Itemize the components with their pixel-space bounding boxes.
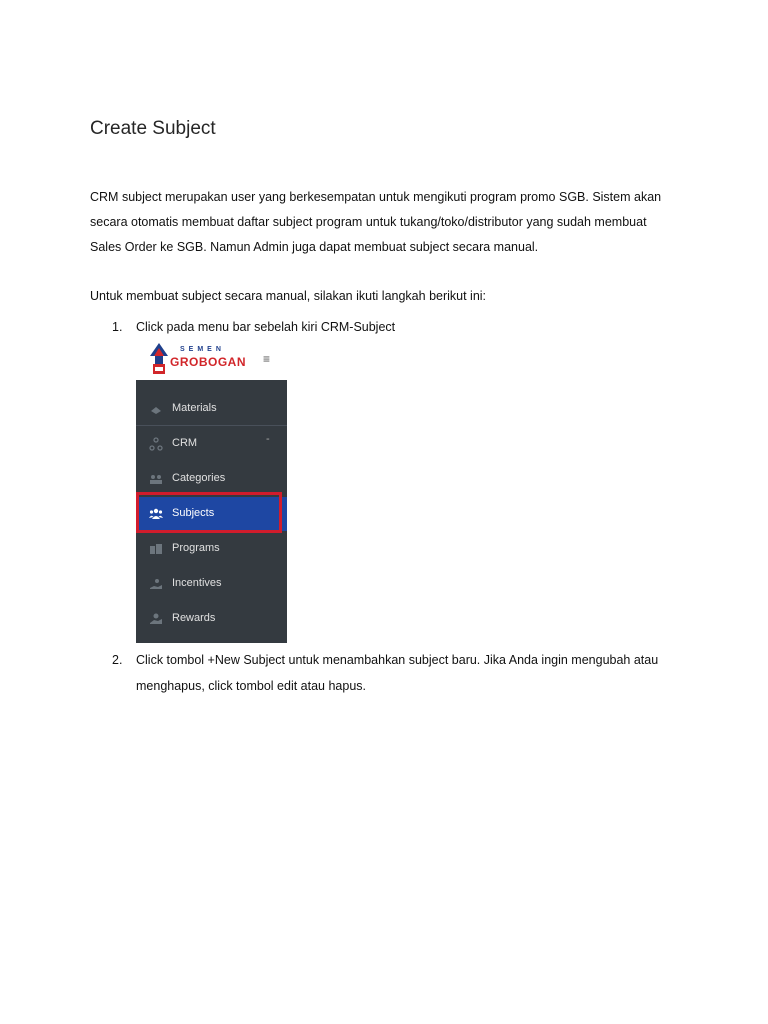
sidebar-item-crm[interactable]	[136, 427, 287, 461]
step-number: 1.	[112, 320, 123, 334]
sidebar-item-materials[interactable]	[136, 392, 287, 426]
sidebar-item-label: Incentives	[172, 577, 222, 589]
sidebar-item-label: CRM	[172, 437, 198, 449]
description-paragraph	[90, 185, 690, 260]
sidebar-menu	[136, 380, 287, 643]
collapse-icon[interactable]: -	[266, 433, 270, 445]
sidebar-item-programs[interactable]	[136, 532, 287, 566]
paragraph-line: Sales Order ke SGB. Namun Admin juga dapat membuat subject secara manual.	[90, 240, 539, 254]
step-text: Click pada menu bar sebelah kiri CRM-Subject	[136, 320, 396, 334]
hamburger-icon[interactable]: ≡	[263, 352, 271, 366]
step-text: Click tombol +New Subject untuk menambahkan subject baru. Jika Anda ingin mengubah atau	[136, 653, 659, 667]
sidebar-item-incentives[interactable]	[136, 567, 287, 601]
materials-icon	[149, 402, 163, 416]
programs-icon	[149, 542, 163, 556]
step-1	[112, 314, 395, 340]
step-2	[112, 647, 658, 699]
logo-text-name: GROBOGAN	[170, 355, 246, 369]
logo-text-top: SEMEN	[180, 346, 225, 353]
sidebar-screenshot	[136, 338, 287, 643]
rewards-icon	[149, 612, 163, 626]
sidebar-item-label: Programs	[172, 542, 220, 554]
page-title: Create Subject	[90, 118, 216, 139]
sidebar-item-rewards[interactable]	[136, 602, 287, 636]
sidebar-item-categories[interactable]	[136, 462, 287, 496]
categories-icon	[149, 472, 163, 486]
sidebar-item-label: Materials	[172, 402, 217, 414]
sidebar-item-label: Categories	[172, 472, 226, 484]
sidebar-item-label: Rewards	[172, 612, 216, 624]
incentives-icon	[149, 577, 163, 591]
paragraph-line: secara otomatis membuat daftar subject program untuk tukang/toko/distributor yang sudah membuat	[90, 215, 647, 229]
step-number: 2.	[112, 653, 123, 667]
logo-icon	[148, 342, 170, 376]
highlight-box	[136, 492, 282, 533]
step-text-continued: menghapus, click tombol edit atau hapus.	[136, 679, 366, 693]
logo-header	[136, 338, 287, 380]
steps-intro: Untuk membuat subject secara manual, silakan ikuti langkah berikut ini:	[90, 289, 487, 303]
crm-icon	[149, 437, 163, 451]
sidebar-item-label: Subjects	[172, 507, 215, 519]
paragraph-line: CRM subject merupakan user yang berkesempatan untuk mengikuti program promo SGB. Sistem akan	[90, 190, 662, 204]
